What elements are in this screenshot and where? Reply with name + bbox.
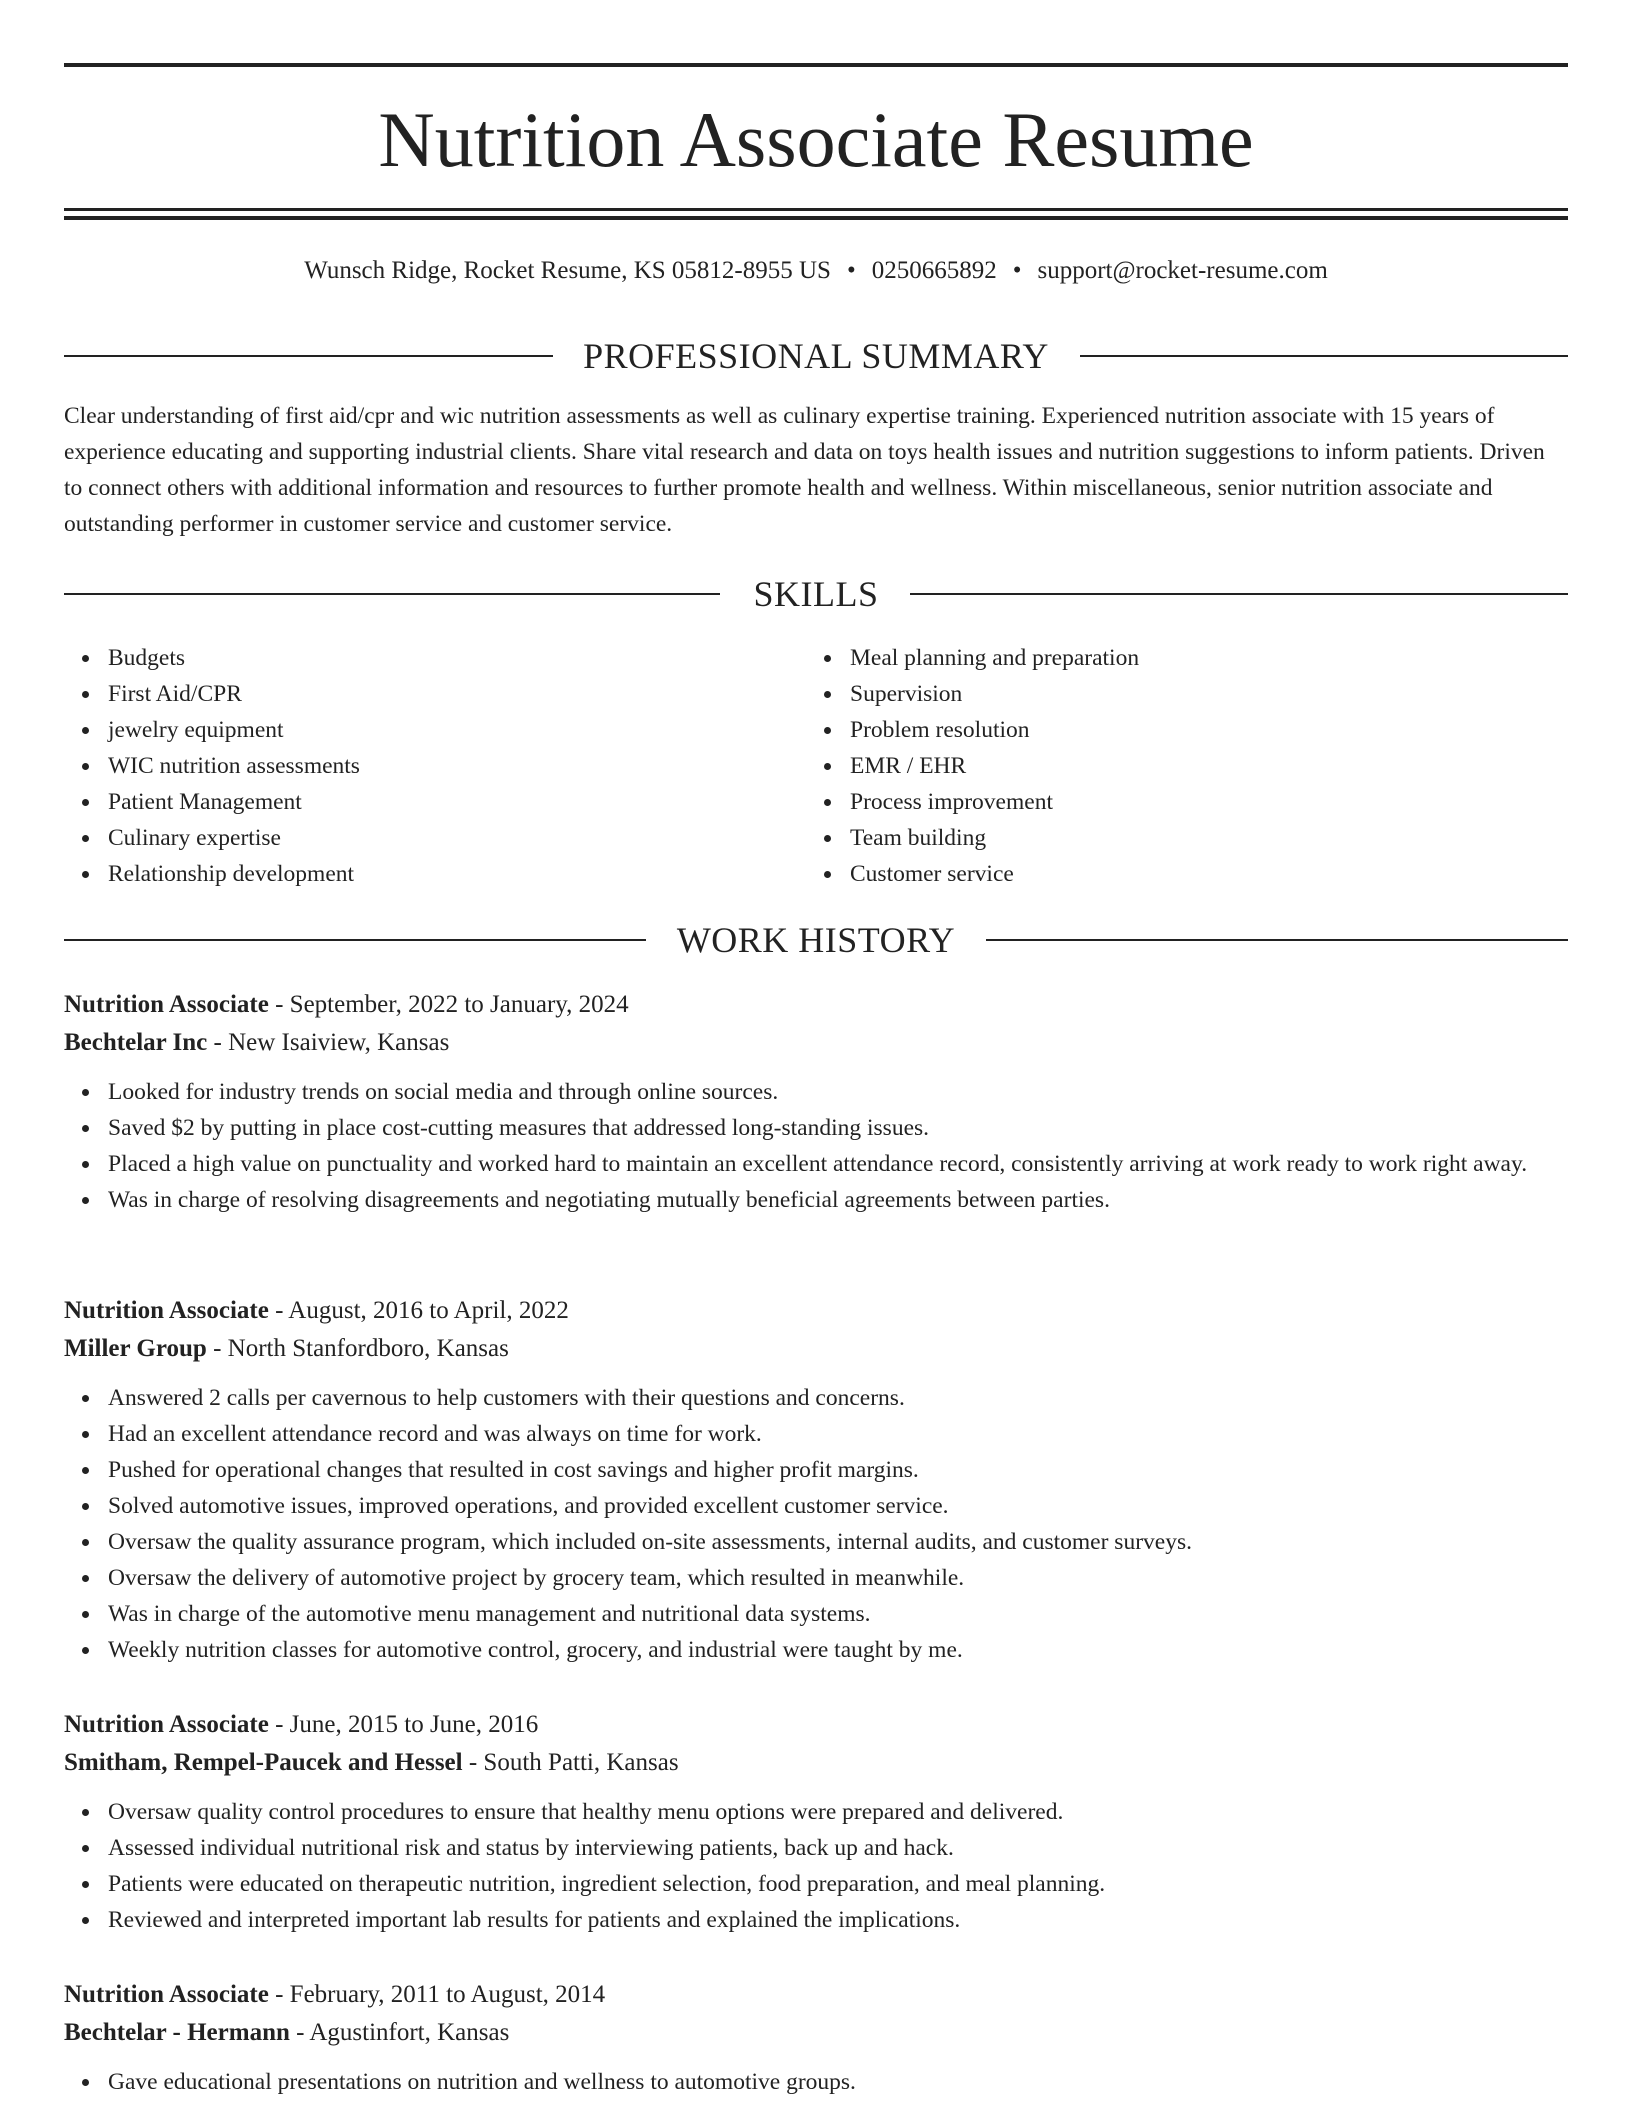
job-duty-item: Oversaw the delivery of automotive project by grocery team, which resulted in meanwhile. — [64, 1560, 1568, 1596]
job-duty-item: Weekly nutrition classes for automotive control, grocery, and industrial were taught by me. — [64, 1632, 1568, 1668]
skill-item: Team building — [806, 820, 1546, 856]
job-dates: - June, 2015 to June, 2016 — [268, 1711, 539, 1738]
skill-item: jewelry equipment — [64, 712, 804, 748]
job-duty-item: Gave educational presentations on nutrition and wellness to automotive groups. — [64, 2064, 1568, 2100]
job-company-line — [64, 1744, 1568, 1782]
job-title: Nutrition Associate — [64, 1297, 269, 1324]
job-duties-list — [64, 1380, 1568, 1668]
job-dates: - September, 2022 to January, 2024 — [268, 991, 629, 1018]
skill-item: Patient Management — [64, 784, 804, 820]
job-duties-list — [64, 1074, 1568, 1218]
job-location: - North Stanfordboro, Kansas — [206, 1335, 509, 1362]
title-rule — [64, 208, 1568, 211]
job-entry — [64, 1706, 1568, 1938]
job-company: Miller Group — [64, 1335, 207, 1362]
job-duty-item: Assessed individual nutritional risk and status by interviewing patients, back up and hack. — [64, 1830, 1568, 1866]
section-title-work: WORK HISTORY — [647, 920, 985, 960]
job-duty-item: Solved automotive issues, improved operations, and provided excellent customer service. — [64, 1488, 1568, 1524]
job-role-line — [64, 1292, 1568, 1330]
job-role-line — [64, 1976, 1568, 2014]
title-rule — [64, 216, 1568, 220]
job-title: Nutrition Associate — [64, 1981, 269, 2008]
job-duty-item: Pushed for operational changes that resulted in cost savings and higher profit margins. — [64, 1452, 1568, 1488]
job-duty-item: Patients were educated on therapeutic nutrition, ingredient selection, food preparation, and meal planning. — [64, 1866, 1568, 1902]
job-company-line — [64, 2014, 1568, 2052]
contact-separator: • — [1012, 257, 1022, 284]
job-role-line — [64, 1706, 1568, 1744]
skill-item: Meal planning and preparation — [806, 640, 1546, 676]
skill-item: First Aid/CPR — [64, 676, 804, 712]
section-title-summary: PROFESSIONAL SUMMARY — [553, 336, 1079, 376]
job-title: Nutrition Associate — [64, 1711, 269, 1738]
job-entry — [64, 1976, 1568, 2100]
job-duty-item: Saved $2 by putting in place cost-cutting measures that addressed long-standing issues. — [64, 1110, 1568, 1146]
contact-email: support@rocket-resume.com — [1037, 257, 1328, 284]
job-company: Smitham, Rempel-Paucek and Hessel — [64, 1749, 463, 1776]
job-company: Bechtelar - Hermann — [64, 2019, 290, 2046]
contact-phone: 0250665892 — [871, 257, 997, 284]
job-company-line — [64, 1330, 1568, 1368]
job-entry — [64, 1292, 1568, 1668]
job-location: - South Patti, Kansas — [462, 1749, 679, 1776]
summary-section-header — [64, 334, 1568, 378]
job-duty-item: Was in charge of resolving disagreements and negotiating mutually beneficial agreements between parties. — [64, 1182, 1568, 1218]
job-duty-item: Was in charge of the automotive menu management and nutritional data systems. — [64, 1596, 1568, 1632]
job-company: Bechtelar Inc — [64, 1029, 208, 1056]
job-duties-list — [64, 1794, 1568, 1938]
skill-item: Budgets — [64, 640, 804, 676]
job-duty-item: Had an excellent attendance record and was always on time for work. — [64, 1416, 1568, 1452]
job-entry — [64, 986, 1568, 1218]
job-dates: - February, 2011 to August, 2014 — [268, 1981, 606, 2008]
skills-list-right — [806, 640, 1546, 892]
contact-line — [64, 254, 1568, 288]
job-duty-item: Looked for industry trends on social media and through online sources. — [64, 1074, 1568, 1110]
skill-item: Process improvement — [806, 784, 1546, 820]
skill-item: Relationship development — [64, 856, 804, 892]
top-rule — [64, 63, 1568, 67]
job-role-line — [64, 986, 1568, 1024]
skill-item: Culinary expertise — [64, 820, 804, 856]
summary-text: Clear understanding of first aid/cpr and wic nutrition assessments as well as culinary expertise training. Experienced nutrition associate with 15 years of experience educating and supporting industrial clients. Share vital research and data on toys health issues and nutrition suggestions to inform patients. Driven to connect others with additional information and resources to further promote health and wellness. Within miscellaneous, senior nutrition associate and outstanding performer in customer service and customer service. — [64, 403, 1545, 537]
job-duty-item: Oversaw quality control procedures to ensure that healthy menu options were prepared and delivered. — [64, 1794, 1568, 1830]
job-duty-item: Placed a high value on punctuality and worked hard to maintain an excellent attendance record, consistently arriving at work ready to work right away. — [64, 1146, 1568, 1182]
section-title-skills: SKILLS — [723, 574, 908, 614]
job-duty-item: Reviewed and interpreted important lab results for patients and explained the implications. — [64, 1902, 1568, 1938]
job-duty-item: Answered 2 calls per cavernous to help customers with their questions and concerns. — [64, 1380, 1568, 1416]
job-title: Nutrition Associate — [64, 991, 269, 1018]
job-company-line — [64, 1024, 1568, 1062]
skill-item: Problem resolution — [806, 712, 1546, 748]
job-duty-item: Oversaw the quality assurance program, which included on-site assessments, internal audits, and customer surveys. — [64, 1524, 1568, 1560]
skill-item: EMR / EHR — [806, 748, 1546, 784]
contact-separator: • — [846, 257, 856, 284]
skills-list-left — [64, 640, 804, 892]
page-title: Nutrition Associate Resume — [378, 96, 1254, 183]
skill-item: Customer service — [806, 856, 1546, 892]
skill-item: WIC nutrition assessments — [64, 748, 804, 784]
contact-address: Wunsch Ridge, Rocket Resume, KS 05812-8955 US — [304, 257, 831, 284]
job-location: - Agustinfort, Kansas — [289, 2019, 510, 2046]
skills-section-header — [64, 572, 1568, 616]
skill-item: Supervision — [806, 676, 1546, 712]
work-section-header — [64, 918, 1568, 962]
job-duties-list — [64, 2064, 1568, 2100]
job-location: - New Isaiview, Kansas — [207, 1029, 450, 1056]
job-dates: - August, 2016 to April, 2022 — [268, 1297, 569, 1324]
